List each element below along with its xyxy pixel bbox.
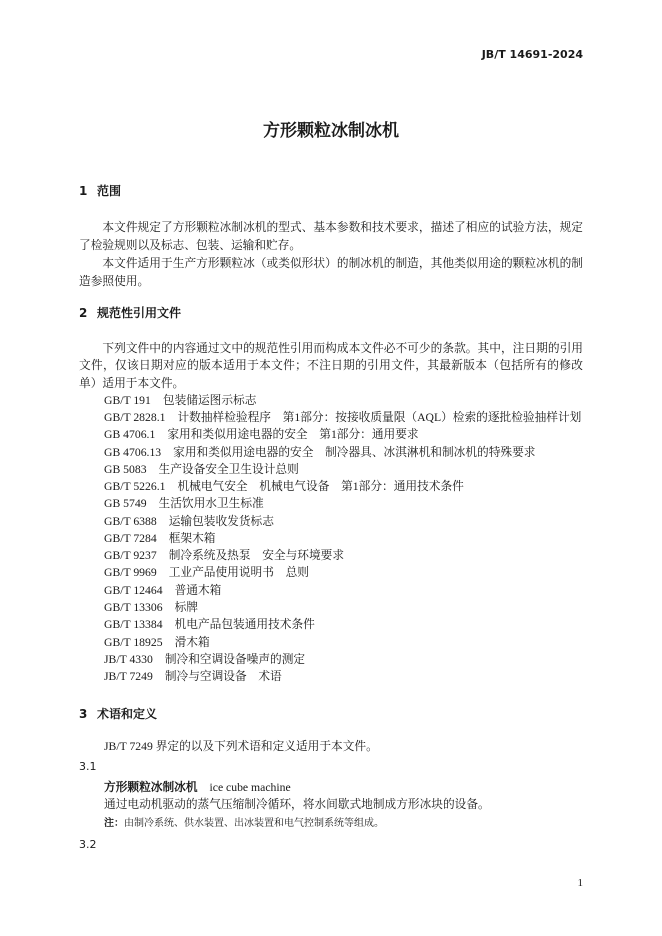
reference-item (79, 582, 583, 599)
reference-item (79, 478, 583, 495)
reference-item (79, 530, 583, 547)
reference-title: 工业产品使用说明书 总则 (168, 566, 309, 580)
reference-title: 生活饮用水卫生标准 (158, 497, 264, 511)
paragraph: JB/T 7249 界定的以及下列术语和定义适用于本文件。 (104, 740, 378, 753)
term-definition: 通过电动机驱动的蒸气压缩制冷循环，将水间歇式地制成方形冰块的设备。 (104, 798, 490, 811)
reference-code: GB/T 12464 (104, 583, 163, 597)
reference-item (79, 599, 583, 616)
section-body-normative-references (79, 340, 583, 685)
reference-code: JB/T 7249 (104, 670, 153, 684)
reference-code: GB/T 13306 (104, 600, 163, 614)
reference-title: 标牌 (174, 600, 198, 614)
reference-title: 机电产品包装通用技术条件 (174, 618, 315, 632)
reference-item (79, 444, 583, 461)
reference-code: GB/T 7284 (104, 531, 157, 545)
reference-item (79, 547, 583, 564)
reference-list (79, 392, 583, 686)
reference-code: GB/T 9969 (104, 566, 157, 580)
section-title: 术语和定义 (97, 707, 158, 721)
section-title: 范围 (97, 184, 122, 198)
reference-item (79, 668, 583, 685)
paragraph: 本文件规定了方形颗粒冰制冰机的型式、基本参数和技术要求，描述了相应的试验方法，规定了检验规则以及标志、包装、运输和贮存。 (79, 221, 583, 252)
reference-code: GB 4706.13 (104, 445, 162, 459)
reference-item (79, 616, 583, 633)
section-heading-normative-references (79, 306, 583, 320)
reference-code: GB/T 6388 (104, 514, 157, 528)
section-title: 规范性引用文件 (97, 306, 182, 320)
reference-title: 运输包装收发货标志 (168, 514, 274, 528)
reference-title: 制冷和空调设备噪声的测定 (164, 652, 306, 666)
reference-title: 计数抽样检验程序 第1部分：按接收质量限（AQL）检索的逐批检验抽样计划 (177, 411, 582, 425)
term-chinese: 方形颗粒冰制冰机 (104, 780, 198, 794)
term-english: ice cube machine (209, 781, 291, 794)
reference-item (79, 651, 583, 668)
reference-title: 制冷与空调设备 术语 (164, 670, 282, 684)
reference-title: 制冷系统及热泵 安全与环境要求 (168, 549, 345, 563)
reference-title: 家用和类似用途电器的安全 第1部分：通用要求 (167, 428, 419, 442)
note-label: 注： (104, 818, 124, 829)
section-heading-terms-definitions (79, 707, 583, 721)
reference-title: 框架木箱 (168, 531, 216, 545)
reference-code: JB/T 4330 (104, 652, 153, 666)
reference-code: GB 5083 (104, 462, 147, 476)
reference-code: GB/T 13384 (104, 618, 163, 632)
reference-item (79, 461, 583, 478)
document-code: JB/T 14691-2024 (481, 48, 583, 61)
term-entry (104, 778, 583, 797)
page-number: 1 (577, 877, 583, 889)
reference-item (79, 495, 583, 512)
reference-item (79, 513, 583, 530)
reference-item (79, 564, 583, 581)
document-title: 方形颗粒冰制冰机 (263, 121, 399, 141)
paragraph: 下列文件中的内容通过文中的规范性引用而构成本文件必不可少的条款。其中，注日期的引用文件，仅该日期对应的版本适用于本文件；不注日期的引用文件，其最新版本（包括所有的修改单）适用于本文件。 (79, 342, 583, 390)
reference-code: GB/T 5226.1 (104, 480, 166, 494)
clause-number: 3.2 (79, 838, 97, 851)
section-number: 1 (79, 184, 88, 198)
reference-code: GB/T 9237 (104, 549, 157, 563)
reference-title: 家用和类似用途电器的安全 制冷器具、冰淇淋机和制冰机的特殊要求 (173, 445, 536, 459)
reference-title: 机械电气安全 机械电气设备 第1部分：通用技术条件 (177, 480, 464, 494)
reference-title: 普通木箱 (174, 583, 222, 597)
reference-title: 生产设备安全卫生设计总则 (158, 462, 299, 476)
reference-title: 滑木箱 (174, 635, 210, 649)
reference-code: GB/T 18925 (104, 635, 163, 649)
reference-item (79, 392, 583, 409)
paragraph: 本文件适用于生产方形颗粒冰（或类似形状）的制冰机的制造，其他类似用途的颗粒冰机的制造参照使用。 (79, 257, 583, 288)
section-number: 2 (79, 306, 88, 320)
reference-item (79, 634, 583, 651)
clause-number: 3.1 (79, 760, 97, 773)
section-heading-scope (79, 184, 583, 198)
reference-title: 包装储运图示标志 (162, 393, 257, 407)
reference-item (79, 426, 583, 443)
note-text: 由制冷系统、供水装置、出冰装置和电气控制系统等组成。 (124, 818, 384, 829)
section-number: 3 (79, 707, 88, 721)
reference-code: GB 5749 (104, 497, 147, 511)
reference-code: GB 4706.1 (104, 428, 156, 442)
reference-item (79, 409, 583, 426)
term-note (104, 816, 583, 832)
section-body-scope (79, 219, 583, 291)
reference-code: GB/T 191 (104, 393, 151, 407)
reference-code: GB/T 2828.1 (104, 411, 166, 425)
